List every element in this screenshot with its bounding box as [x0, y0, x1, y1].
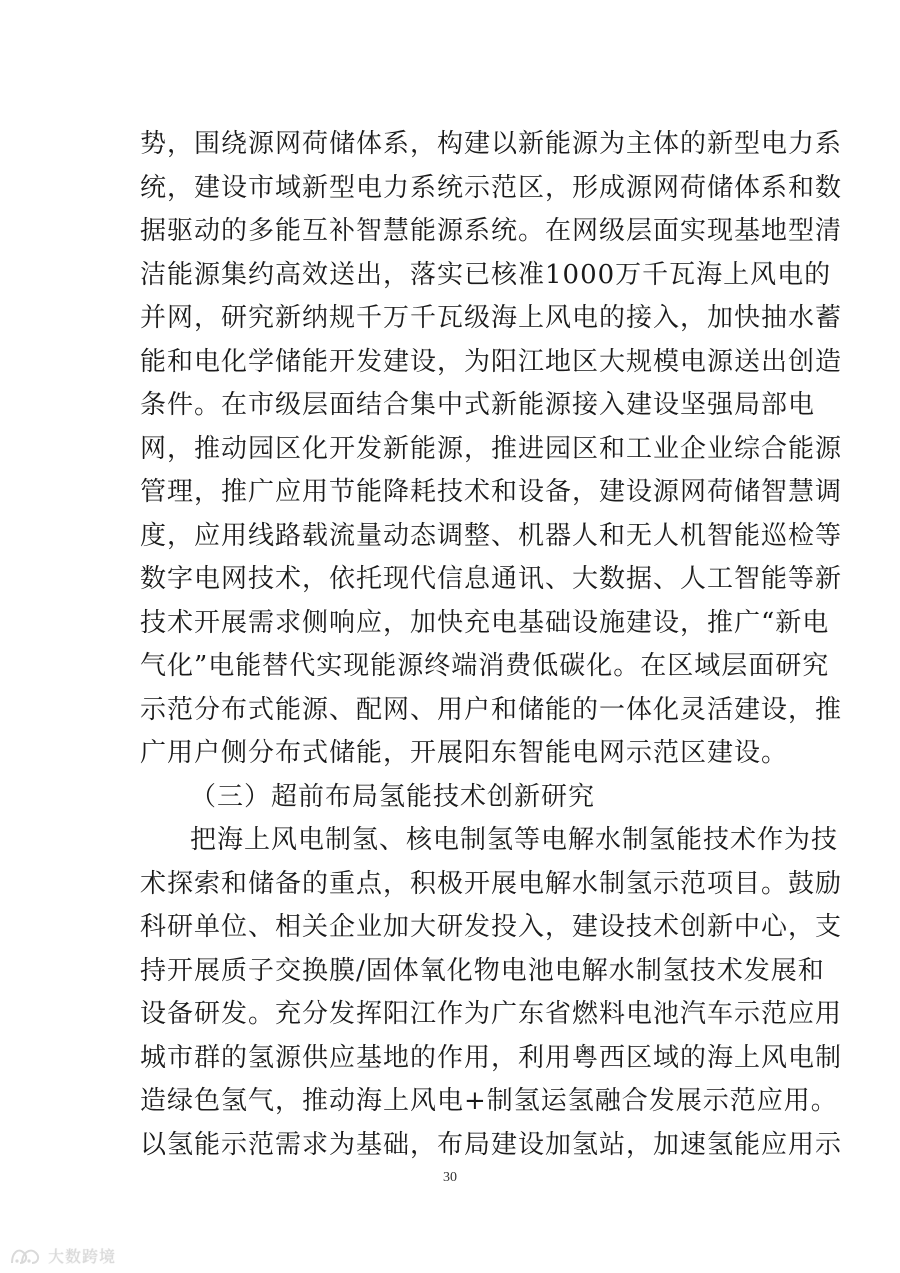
paragraph-line: 网，推动园区化开发新能源，推进园区和工业企业综合能源: [140, 434, 843, 464]
wechat-channel-logo-icon: [8, 1243, 42, 1267]
paragraph-line: 城市群的氢源供应基地的作用，利用粤西区域的海上风电制: [140, 1043, 843, 1073]
watermark-text: 大数跨境: [48, 1246, 117, 1266]
watermark: [8, 1242, 116, 1268]
paragraph-line: 示范分布式能源、配网、用户和储能的一体化灵活建设，推: [140, 695, 843, 725]
paragraph-line: 气化”电能替代实现能源终端消费低碳化。在区域层面研究: [140, 651, 830, 681]
paragraph-line: 广用户侧分布式储能，开展阳东智能电网示范区建设。: [140, 738, 789, 768]
page-number: 30: [443, 1170, 457, 1185]
paragraph-line: 据驱动的多能互补智慧能源系统。在网级层面实现基地型清: [140, 216, 843, 246]
paragraph-line: 管理，推广应用节能降耗技术和设备，建设源网荷储智慧调: [140, 477, 843, 507]
paragraph-line: 以氢能示范需求为基础，布局建设加氢站，加速氢能应用示: [140, 1130, 843, 1160]
paragraph-line: 并网，研究新纳规千万千瓦级海上风电的接入，加快抽水蓄: [140, 303, 843, 333]
paragraph-line: 统，建设市域新型电力系统示范区，形成源网荷储体系和数: [140, 173, 843, 203]
paragraph-line: 能和电化学储能开发建设，为阳江地区大规模电源送出创造: [140, 347, 843, 377]
paragraph-line: 度，应用线路载流量动态调整、机器人和无人机智能巡检等: [140, 521, 843, 551]
paragraph-line: 科研单位、相关企业加大研发投入，建设技术创新中心，支: [140, 912, 843, 942]
section-heading: （三）超前布局氢能技术创新研究: [190, 782, 596, 812]
paragraph-line: 数字电网技术，依托现代信息通讯、大数据、人工智能等新: [140, 564, 843, 594]
paragraph-line: 术探索和储备的重点，积极开展电解水制氢示范项目。鼓励: [140, 869, 843, 899]
paragraph-line: 条件。在市级层面结合集中式新能源接入建设坚强局部电: [140, 390, 816, 420]
paragraph-line: 把海上风电制氢、核电制氢等电解水制氢能技术作为技: [190, 825, 839, 855]
paragraph-line: 洁能源集约高效送出，落实已核准1000万千瓦海上风电的: [140, 260, 832, 290]
paragraph-line: 设备研发。充分发挥阳江作为广东省燃料电池汽车示范应用: [140, 999, 843, 1029]
paragraph-line: 持开展质子交换膜/固体氧化物电池电解水制氢技术发展和: [140, 956, 825, 986]
paragraph-line: 技术开展需求侧响应，加快充电基础设施建设，推广“新电: [140, 608, 830, 638]
paragraph-line: 造绿色氢气，推动海上风电+制氢运氢融合发展示范应用。: [140, 1086, 838, 1116]
paragraph-line: 势，围绕源网荷储体系，构建以新能源为主体的新型电力系: [140, 129, 843, 159]
